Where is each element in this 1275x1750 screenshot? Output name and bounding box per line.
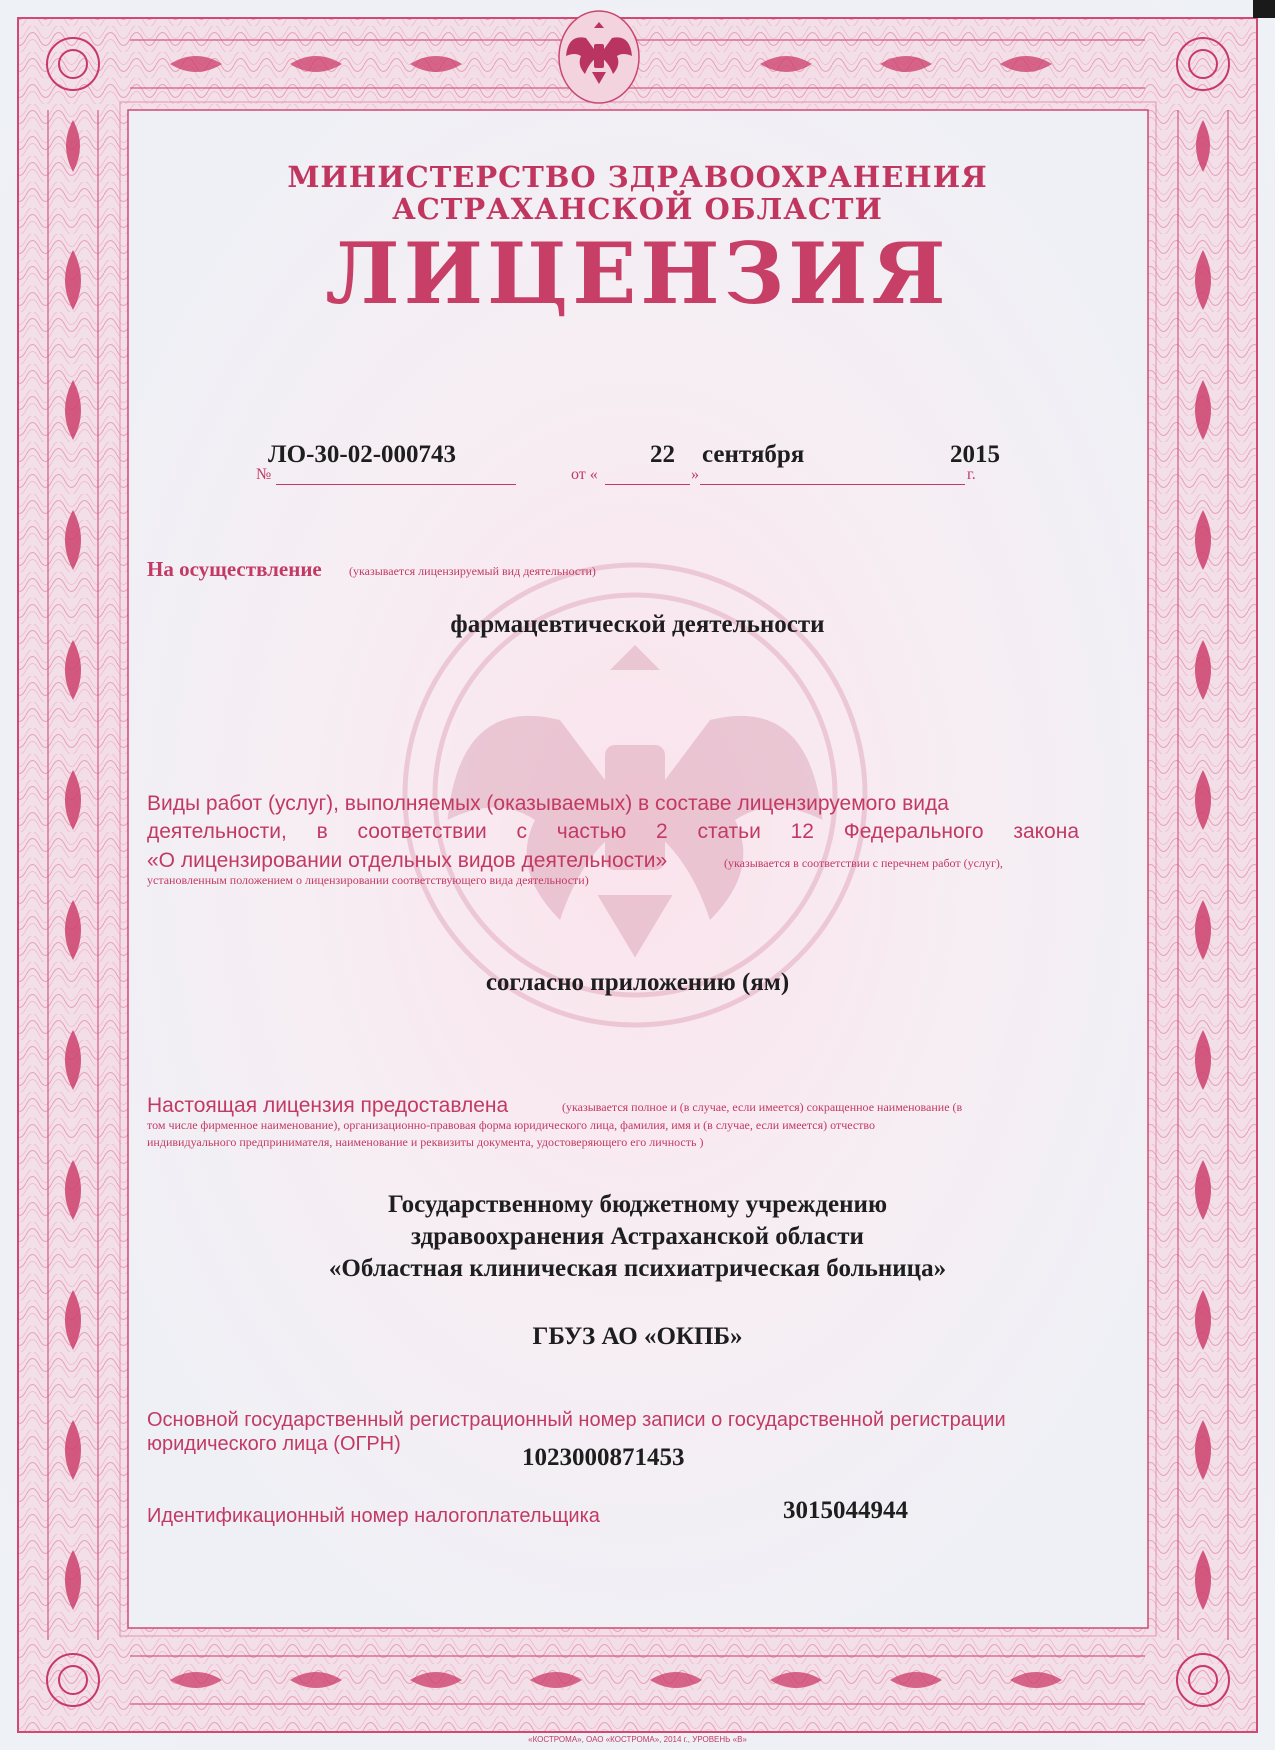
document-title: ЛИЦЕНЗИЯ	[325, 224, 950, 323]
works-hint-line1: (указывается в соответствии с перечнем работ (услуг),	[724, 856, 1003, 870]
works-value: согласно приложению (ям)	[485, 969, 790, 996]
grantee-hint-line3: индивидуального предпринимателя, наименование и реквизиты документа, удостоверяющего его личность )	[147, 1135, 704, 1149]
number-sign: №	[256, 466, 272, 483]
works-law-name: «О лицензировании отдельных видов деятельности»	[147, 849, 668, 872]
ogrn-label-line1: Основной государственный регистрационный номер записи о государственной регистрации	[147, 1409, 1006, 1431]
license-day: 22	[650, 441, 675, 468]
grantee-short-name: ГБУЗ АО «ОКПБ»	[532, 1323, 743, 1350]
activity-label: На осуществление	[147, 557, 322, 581]
year-suffix: г.	[967, 466, 976, 483]
grantee-name-line1: Государственному бюджетному учреждению	[387, 1191, 888, 1218]
license-number: ЛО-30-02-000743	[268, 441, 457, 468]
grantee-hint-line2: том числе фирменное наименование), организационно-правовая форма юридического лица, фамилия, имя и (в случае, если имеется) отчество	[147, 1118, 876, 1132]
ogrn-label-line2: юридического лица (ОГРН)	[147, 1433, 401, 1455]
date-prefix: от «	[571, 466, 598, 483]
printer-imprint: «КОСТРОМА», ОАО «КОСТРОМА», 2014 г., УРОВЕНЬ «В»	[528, 1735, 747, 1744]
inn-value: 3015044944	[783, 1497, 908, 1524]
ministry-name-line2: АСТРАХАНСКОЙ ОБЛАСТИ	[392, 192, 883, 226]
grantee-name-line3: «Областная клиническая психиатрическая больница»	[328, 1255, 947, 1282]
license-month: сентября	[702, 441, 805, 468]
ministry-name-line1: МИНИСТЕРСТВО ЗДРАВООХРАНЕНИЯ	[287, 160, 988, 194]
inn-label: Идентификационный номер налогоплательщика	[147, 1505, 600, 1527]
grantee-label: Настоящая лицензия предоставлена	[147, 1094, 509, 1117]
day-underline	[605, 484, 690, 485]
activity-value: фармацевтической деятельности	[450, 611, 825, 638]
ogrn-value: 1023000871453	[522, 1444, 685, 1471]
coat-of-arms-emblem	[556, 8, 642, 106]
works-line2: деятельности, в соответствии с частью 2 статьи 12 Федерального закона	[147, 820, 1079, 843]
grantee-hint-line1: (указывается полное и (в случае, если имеется) сокращенное наименование (в	[562, 1100, 963, 1114]
works-hint-line2: установленным положением о лицензировании соответствующего вида деятельности)	[147, 873, 589, 887]
activity-hint: (указывается лицензируемый вид деятельности)	[349, 564, 596, 578]
scan-edge	[1253, 0, 1275, 18]
day-close-quote: »	[691, 466, 699, 483]
number-underline	[276, 484, 516, 485]
works-line1: Виды работ (услуг), выполняемых (оказываемых) в составе лицензируемого вида	[147, 792, 949, 815]
license-year: 2015	[950, 441, 1000, 468]
month-underline	[700, 484, 965, 485]
grantee-name-line2: здравоохранения Астраханской области	[411, 1223, 864, 1250]
